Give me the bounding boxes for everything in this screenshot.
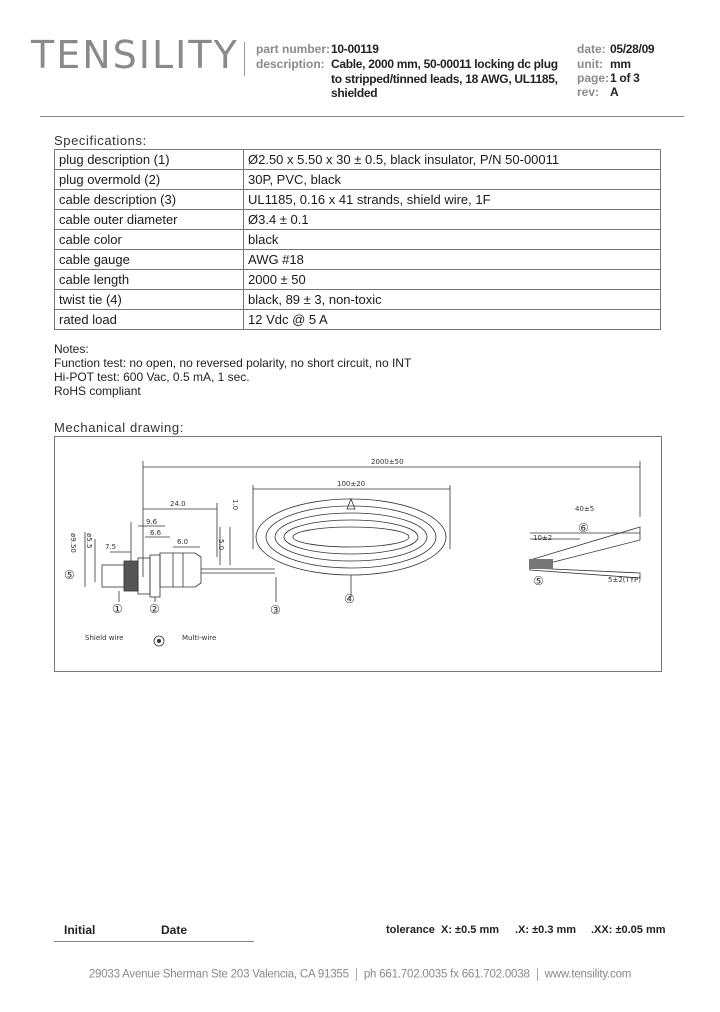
spec-value: black [244, 230, 661, 250]
rev-label: rev: [577, 85, 600, 99]
notes-title: Notes: [54, 342, 89, 356]
spec-row [55, 210, 661, 230]
dim-5-0-text: 5.0 [217, 539, 225, 551]
tolerance-x: X: ±0.5 mm [441, 924, 500, 936]
logo-divider [244, 42, 245, 76]
part-number-label: part number: [256, 42, 331, 56]
drawing-svg [55, 437, 661, 671]
date-value: 05/28/09 [610, 42, 655, 56]
date-label: date: [577, 42, 606, 56]
spec-value: Ø3.4 ± 0.1 [244, 210, 661, 230]
spec-label: cable gauge [55, 250, 244, 270]
cable-coil-outer [256, 499, 446, 575]
unit-label: unit: [577, 57, 603, 71]
callout-5-right: ⑤ [533, 574, 544, 588]
callout-5-left: ⑤ [64, 568, 75, 582]
legend-multi-symbol [157, 639, 161, 643]
twist-tie [347, 499, 355, 509]
spec-label: cable description (3) [55, 190, 244, 210]
legend-multi-wire: Multi-wire [182, 634, 217, 642]
dim-6-6-text: 6.6 [150, 529, 162, 537]
spec-row [55, 290, 661, 310]
note-rohs: RoHS compliant [54, 384, 141, 398]
dim-coil-text: 100±20 [337, 480, 366, 488]
spec-row [55, 230, 661, 250]
part-number-value: 10-00119 [331, 42, 379, 56]
callout-4: ④ [344, 592, 355, 606]
spec-value: Ø2.50 x 5.50 x 30 ± 0.5, black insulator, P/N 50-00011 [244, 150, 661, 170]
website-text: www.tensility.com [544, 968, 632, 981]
rev-value: A [610, 85, 619, 99]
address-text: 29033 Avenue Sherman Ste 203 Valencia, CA 91355 [88, 968, 349, 981]
dim-strip-text: 5±2(TYP) [608, 576, 642, 584]
tolerance-dxx: .XX: ±0.05 mm [591, 924, 666, 936]
overmold [160, 553, 201, 587]
tolerance-label: tolerance [386, 924, 435, 936]
dim-10-text: 10±2 [533, 534, 553, 542]
spec-label: plug overmold (2) [55, 170, 244, 190]
spec-value: 2000 ± 50 [244, 270, 661, 290]
spec-value: 12 Vdc @ 5 A [244, 310, 661, 330]
spec-value: UL1185, 0.16 x 41 strands, shield wire, 1F [244, 190, 661, 210]
spec-row [55, 170, 661, 190]
spec-row [55, 250, 661, 270]
page-label: page: [577, 71, 610, 85]
spec-label: twist tie (4) [55, 290, 244, 310]
description-line-2: to stripped/tinned leads, 18 AWG, UL1185, [331, 72, 558, 86]
spec-value: AWG #18 [244, 250, 661, 270]
callout-1: ① [112, 602, 123, 616]
note-function-test: Function test: no open, no reversed polarity, no short circuit, no INT [54, 356, 412, 370]
tinned-lead [529, 559, 553, 569]
header-rule [40, 116, 684, 117]
signature-rule [54, 941, 254, 942]
dim-6-0-text: 6.0 [177, 538, 189, 546]
page-value: 1 of 3 [610, 71, 640, 85]
spec-row [55, 310, 661, 330]
specifications-title: Specifications: [54, 133, 147, 148]
phone-fax-text: ph 661.702.0035 fx 661.702.0038 [363, 968, 530, 981]
drawing-title: Mechanical drawing: [54, 420, 184, 435]
date-signature-label: Date [161, 923, 188, 937]
spec-label: cable outer diameter [55, 210, 244, 230]
phone-divider [537, 968, 538, 981]
description-line-1: Cable, 2000 mm, 50-00011 locking dc plug [331, 57, 558, 71]
plug-knurl [124, 561, 138, 591]
dim-total-text: 2000±50 [371, 458, 404, 466]
initial-label: Initial [64, 923, 96, 937]
note-hipot-test: Hi-POT test: 600 Vac, 0.5 mA, 1 sec. [54, 370, 250, 384]
dim-9-6-text: 9.6 [146, 518, 158, 526]
dim-phi-9-5-text: ø9.50 [69, 533, 77, 553]
description-label: description: [256, 57, 325, 71]
dim-24-text: 24.0 [170, 500, 186, 508]
dim-1-0-text: 1.0 [231, 499, 239, 511]
dim-7-5-text: 7.5 [105, 543, 117, 551]
dim-phi-5-5-text: ø5.5 [85, 533, 93, 549]
spec-row [55, 150, 661, 170]
spec-value: 30P, PVC, black [244, 170, 661, 190]
tolerance-dx: .X: ±0.3 mm [515, 924, 577, 936]
plug-body [102, 565, 124, 587]
unit-value: mm [610, 57, 631, 71]
spec-row [55, 190, 661, 210]
callout-6: ⑥ [578, 521, 589, 535]
dim-40-text: 40±5 [575, 505, 595, 513]
legend-shield-wire: Shield wire [85, 634, 124, 642]
notes-block [54, 342, 411, 398]
spec-label: cable color [55, 230, 244, 250]
specifications-table [54, 149, 661, 330]
company-address-line [0, 968, 720, 981]
spec-label: plug description (1) [55, 150, 244, 170]
company-logo: TENSILITY [31, 33, 239, 77]
spec-row [55, 270, 661, 290]
address-divider [356, 968, 357, 981]
callout-3: ③ [270, 603, 281, 617]
spec-label: rated load [55, 310, 244, 330]
spec-label: cable length [55, 270, 244, 290]
spec-value: black, 89 ± 3, non-toxic [244, 290, 661, 310]
mechanical-drawing [54, 436, 662, 672]
description-line-3: shielded [331, 86, 378, 100]
callout-2: ② [149, 602, 160, 616]
